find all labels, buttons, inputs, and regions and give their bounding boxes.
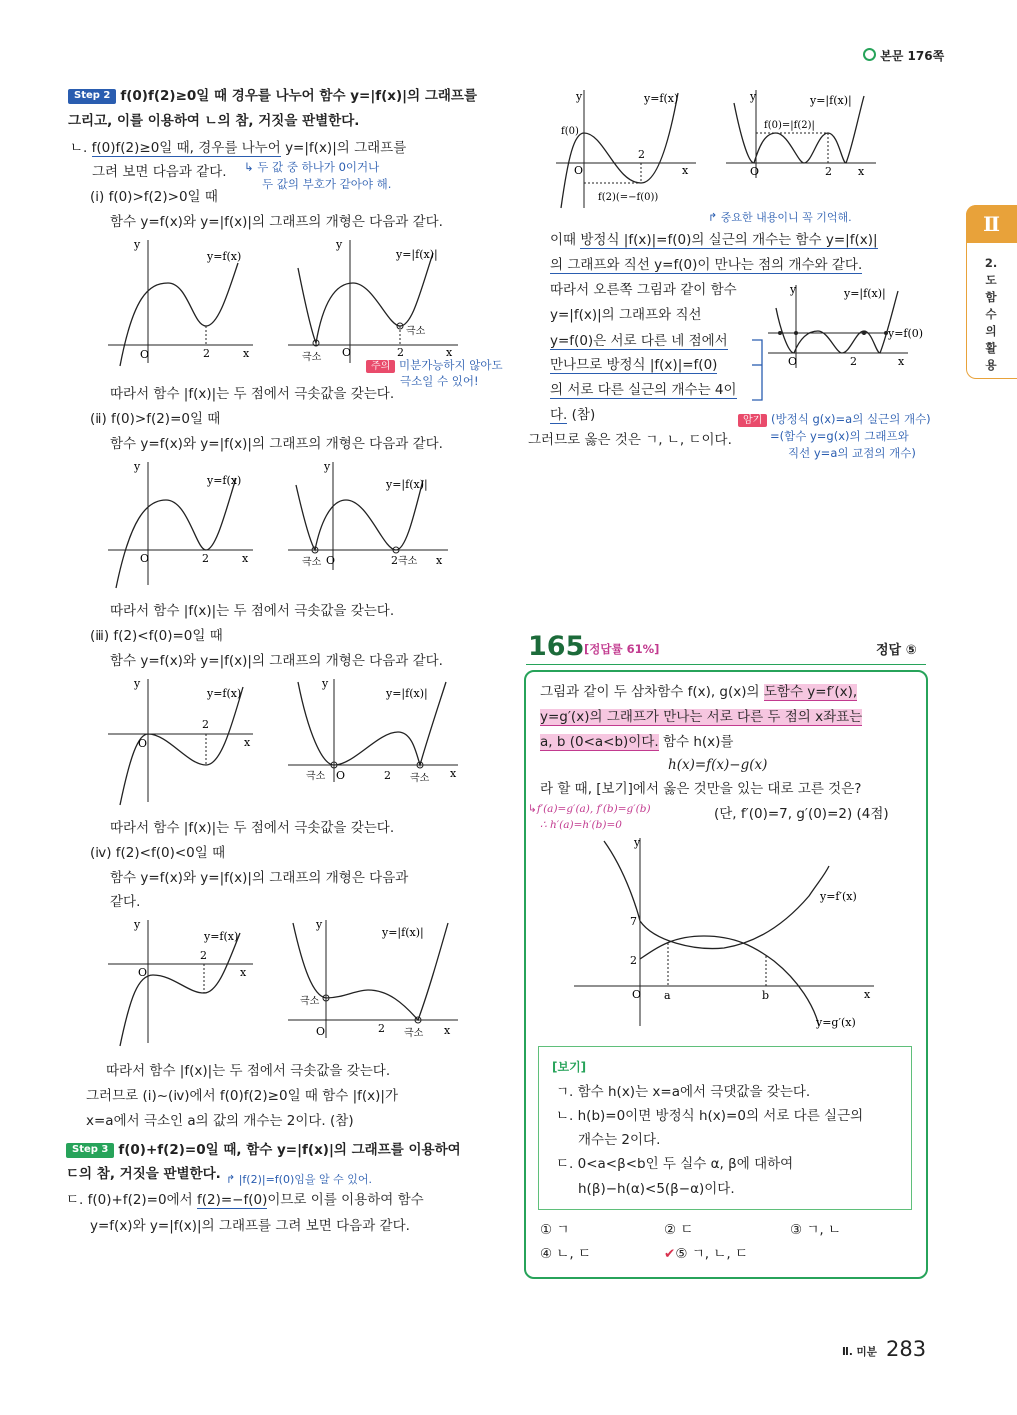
axis-y: y xyxy=(316,918,323,931)
step2-text: f(0)f(2)≥0일 때 경우를 나누어 함수 y=|f(x)|의 그래프를 xyxy=(120,88,478,104)
axis-x: x xyxy=(450,767,457,780)
p8-underlined: 다. xyxy=(550,407,568,423)
origin: O xyxy=(574,164,584,177)
tick-2: 2 xyxy=(378,1022,385,1035)
arrow-icon: ↱ xyxy=(226,1173,239,1186)
p1-underlined: 방정식 |f(x)|=f(0)의 실근의 개수는 함수 y=|f(x)| xyxy=(580,232,878,248)
step3-heading xyxy=(66,1142,461,1159)
q1-text: 그림과 같이 두 삼차함수 f(x), g(x)의 xyxy=(540,684,764,700)
case3-desc: 함수 y=f(x)와 y=|f(x)|의 그래프의 개형은 다음과 같다. xyxy=(110,653,443,669)
tick-2: 2 xyxy=(200,949,207,962)
problem-answer: 정답 ⑤ xyxy=(876,643,917,658)
bogi-title: [보기] xyxy=(552,1060,587,1074)
bracket-connector xyxy=(750,335,770,405)
label-fp: y=f′(x) xyxy=(820,890,857,903)
case2-graph-f xyxy=(108,460,258,590)
right-para-6 xyxy=(550,357,717,374)
d-line-1 xyxy=(66,1192,424,1209)
memo-2: =(함수 y=g(x)의 그래프와 xyxy=(770,429,909,443)
axis-x: x xyxy=(444,1024,451,1037)
choice-3[interactable]: ③ ㄱ, ㄴ xyxy=(790,1222,842,1238)
d-graph-f xyxy=(556,88,716,213)
tick-2: 2 xyxy=(825,165,832,178)
tick-b: b xyxy=(762,989,770,1002)
q2-highlight: y=g′(x)의 그래프가 만나는 서로 다른 두 점의 x좌표는 xyxy=(540,709,863,725)
right-para-5 xyxy=(550,333,728,350)
min-label: 극소 xyxy=(302,557,322,568)
min-label: 극소 xyxy=(306,771,326,782)
label-yabs: y=|f(x)| xyxy=(382,926,424,939)
origin: O xyxy=(140,348,150,361)
right-para-2 xyxy=(550,257,862,274)
case1-graph-abs xyxy=(288,238,463,368)
origin: O xyxy=(140,552,150,565)
step2-heading-2: 그리고, 이를 이용하여 ㄴ의 참, 거짓을 판별한다. xyxy=(68,113,360,129)
hint-2: ∴ h′(a)=h′(b)=0 xyxy=(540,819,622,831)
origin: O xyxy=(342,346,352,359)
problem-q2 xyxy=(540,709,862,726)
summary-1: 그러므로 (ⅰ)~(ⅳ)에서 f(0)f(2)≥0일 때 함수 |f(x)|가 xyxy=(86,1088,399,1104)
tick-2: 2 xyxy=(397,346,404,359)
case4-title: (ⅳ) f(2)<f(0)<0일 때 xyxy=(90,845,226,861)
axis-x: x xyxy=(243,347,250,360)
bogi-item-3b: h(β)−h(α)<5(β−α)이다. xyxy=(578,1181,735,1197)
step3-text: f(0)+f(2)=0일 때, 함수 y=|f(x)|의 그래프를 이용하여 xyxy=(118,1142,461,1158)
n-prefix: ㄴ. xyxy=(70,140,92,156)
right-para-7 xyxy=(550,382,737,399)
origin: O xyxy=(632,988,642,1001)
label-yf: y=f(x) xyxy=(644,92,679,105)
important-note xyxy=(708,211,852,225)
min-label: 극소 xyxy=(302,352,322,363)
label-f0eqf2: f(0)=|f(2)| xyxy=(764,120,815,131)
label-yf: y=f(x) xyxy=(207,250,242,263)
check-icon: ✔ xyxy=(664,1246,676,1262)
label-yf0: y=f(0) xyxy=(888,327,924,340)
hint-1-text: f′(a)=g′(a), f′(b)=g′(b) xyxy=(536,803,651,815)
axis-x: x xyxy=(682,164,689,177)
p7-underlined: 의 서로 다른 실근의 개수는 4이 xyxy=(550,382,737,398)
axis-x: x xyxy=(446,346,453,359)
memo-text-1: (방정식 g(x)=a의 실근의 개수) xyxy=(770,412,931,426)
page-ref-text: 본문 176쪽 xyxy=(880,49,945,63)
tick-a: a xyxy=(664,989,671,1002)
arrow-icon: ↳ xyxy=(528,803,537,815)
arrow-icon: ↳ xyxy=(244,160,258,174)
d-line1-underlined: f(2)=−f(0) xyxy=(196,1192,268,1208)
axis-y: y xyxy=(134,460,141,473)
choice-1[interactable]: ① ㄱ xyxy=(540,1222,570,1238)
label-yf: y=f(x) xyxy=(204,930,239,943)
axis-y: y xyxy=(134,238,141,251)
case4-graph-abs xyxy=(288,918,463,1048)
case2-conclusion: 따라서 함수 |f(x)|는 두 점에서 극솟값을 갖는다. xyxy=(110,603,395,619)
problem-graph xyxy=(574,836,884,1036)
case1-graph-f xyxy=(108,238,258,368)
right-para-8 xyxy=(550,407,595,424)
label-gp: y=g′(x) xyxy=(816,1016,856,1029)
step3-note xyxy=(226,1173,372,1187)
case1-title: (ⅰ) f(0)>f(2)>0일 때 xyxy=(90,189,218,205)
problem-q1 xyxy=(540,684,857,701)
bogi-item-1: ㄱ. 함수 h(x)는 x=a에서 극댓값을 갖는다. xyxy=(556,1084,811,1100)
case2-desc: 함수 y=f(x)와 y=|f(x)|의 그래프의 개형은 다음과 같다. xyxy=(110,436,443,452)
tick-2: 2 xyxy=(391,554,398,567)
right-para-4: y=|f(x)|의 그래프와 직선 xyxy=(550,307,702,323)
tick-2: 2 xyxy=(202,552,209,565)
warn-text-2: 극소일 수 있어! xyxy=(400,374,479,388)
p8-rest: (참) xyxy=(567,407,596,423)
step3-heading-2: ㄷ의 참, 거짓을 판별한다. xyxy=(66,1166,221,1182)
q3-text: 함수 h(x)를 xyxy=(658,734,734,750)
axis-y: y xyxy=(576,90,583,103)
memo-1 xyxy=(738,412,931,428)
step3-tag: Step 3 xyxy=(66,1143,114,1158)
header-divider xyxy=(526,664,926,665)
page-reference xyxy=(863,48,944,64)
tick-2: 2 xyxy=(638,148,645,161)
n-note-1-text: 두 값 중 하나가 0이거나 xyxy=(257,160,380,174)
case3-graph-f xyxy=(108,677,258,807)
d-line1-pre: ㄷ. f(0)+f(2)=0에서 xyxy=(66,1192,197,1208)
tick-7: 7 xyxy=(630,915,637,928)
warn-tag: 주의 xyxy=(366,360,395,373)
axis-y: y xyxy=(322,677,329,690)
n-line-1 xyxy=(70,140,406,157)
p6-underlined: 만나므로 방정식 |f(x)|=f(0) xyxy=(550,357,718,373)
important-note-text: 중요한 내용이니 꼭 기억해. xyxy=(720,211,852,224)
axis-y: y xyxy=(790,283,797,296)
choice-4[interactable]: ④ ㄴ, ㄷ xyxy=(540,1246,592,1262)
problem-q6: (단, f′(0)=7, g′(0)=2) (4점) xyxy=(714,806,889,822)
bogi-item-2: ㄴ. h(b)=0이면 방정식 h(x)=0의 서로 다른 실근의 xyxy=(556,1108,864,1124)
tick-2: 2 xyxy=(203,347,210,360)
origin: O xyxy=(138,966,148,979)
problem-rate: [정답률 61%] xyxy=(584,642,660,656)
min-label: 극소 xyxy=(300,996,320,1007)
case2-title: (ⅱ) f(0)>f(2)=0일 때 xyxy=(90,411,221,427)
problem-q5: 라 할 때, [보기]에서 옳은 것만을 있는 대로 고른 것은? xyxy=(540,781,862,797)
tick-2: 2 xyxy=(202,718,209,731)
case3-graph-abs xyxy=(288,677,463,807)
p1-prefix: 이때 xyxy=(550,232,581,248)
step2-heading xyxy=(68,88,477,105)
chapter-roman: Ⅱ xyxy=(966,205,1017,243)
right-para-1 xyxy=(550,232,878,249)
bogi-item-3: ㄷ. 0<a<β<b인 두 실수 α, β에 대하여 xyxy=(556,1156,794,1172)
page-number: 283 xyxy=(886,1337,927,1361)
tick-2: 2 xyxy=(850,355,857,368)
choice-5[interactable] xyxy=(664,1246,748,1263)
d-graph-abs xyxy=(726,88,886,188)
choice-2[interactable]: ② ㄷ xyxy=(664,1222,694,1238)
q3-highlight: a, b (0<a<b)이다. xyxy=(540,734,659,750)
d-line-2: y=f(x)와 y=|f(x)|의 그래프를 그려 보면 다음과 같다. xyxy=(90,1218,410,1234)
d-line1-rest: 이므로 이를 이용하여 함수 xyxy=(267,1192,424,1208)
n-note-1 xyxy=(244,160,379,174)
origin: O xyxy=(138,737,148,750)
origin: O xyxy=(336,769,346,782)
axis-y: y xyxy=(324,460,331,473)
case3-conclusion: 따라서 함수 |f(x)|는 두 점에서 극솟값을 갖는다. xyxy=(110,820,395,836)
case4-desc-2: 같다. xyxy=(110,894,141,910)
circle-icon xyxy=(863,48,876,61)
label-yf: y=f(x) xyxy=(207,687,242,700)
right-conclusion: 그러므로 옳은 것은 ㄱ, ㄴ, ㄷ이다. xyxy=(528,432,732,448)
n-line1-rest: y=|f(x)|의 그래프를 xyxy=(280,140,407,156)
case3-title: (ⅲ) f(2)<f(0)=0일 때 xyxy=(90,628,223,644)
label-yabs: y=|f(x)| xyxy=(396,248,438,261)
axis-x: x xyxy=(898,355,905,368)
footer-section: Ⅱ. 미분 xyxy=(842,1346,877,1358)
case1-desc: 함수 y=f(x)와 y=|f(x)|의 그래프의 개형은 다음과 같다. xyxy=(110,214,443,230)
axis-x: x xyxy=(436,554,443,567)
label-yabs: y=|f(x)| xyxy=(386,478,428,491)
origin: O xyxy=(326,554,336,567)
choice-5-text: ⑤ ㄱ, ㄴ, ㄷ xyxy=(675,1246,748,1262)
case4-graph-f xyxy=(108,918,258,1048)
origin: O xyxy=(316,1025,326,1038)
d-graph-line xyxy=(768,283,938,373)
axis-y: y xyxy=(134,677,141,690)
origin: O xyxy=(788,355,798,368)
summary-2: x=a에서 극소인 a의 값의 개수는 2이다. (참) xyxy=(86,1113,354,1129)
n-line-2: 그려 보면 다음과 같다. xyxy=(92,164,227,180)
q1-highlight: 도함수 y=f′(x), xyxy=(763,684,858,700)
step2-tag: Step 2 xyxy=(68,89,116,104)
memo-3: 직선 y=a의 교점의 개수) xyxy=(788,446,916,460)
case1-conclusion: 따라서 함수 |f(x)|는 두 점에서 극솟값을 갖는다. xyxy=(110,386,395,402)
min-label: 극소 xyxy=(404,1028,424,1039)
axis-x: x xyxy=(244,736,251,749)
tick-2: 2 xyxy=(630,954,637,967)
axis-x: x xyxy=(242,552,249,565)
arrow-icon: ↱ xyxy=(708,211,721,224)
p5-underlined: y=f(0)은 서로 다른 네 점에서 xyxy=(550,333,728,349)
min-label: 극소 xyxy=(398,556,418,567)
min-label: 극소 xyxy=(406,326,426,337)
case2-graph-abs xyxy=(288,460,458,590)
n-line1-underlined: f(0)f(2)≥0일 때, 경우를 나누어 xyxy=(91,140,281,156)
problem-q3 xyxy=(540,734,733,751)
origin: O xyxy=(750,165,760,178)
memo-tag: 암기 xyxy=(738,414,767,427)
problem-number: 165 xyxy=(528,631,585,662)
axis-x: x xyxy=(858,165,865,178)
problem-q4: h(x)=f(x)−g(x) xyxy=(668,757,768,773)
axis-y: y xyxy=(134,918,141,931)
min-label: 극소 xyxy=(410,773,430,784)
label-yf: y=f(x) xyxy=(207,474,242,487)
axis-x: x xyxy=(240,966,247,979)
case4-desc-1: 함수 y=f(x)와 y=|f(x)|의 그래프의 개형은 다음과 xyxy=(110,870,409,886)
right-para-3: 따라서 오른쪽 그림과 같이 함수 xyxy=(550,282,737,298)
bogi-item-2b: 개수는 2이다. xyxy=(578,1132,661,1148)
label-f0: f(0) xyxy=(561,126,579,137)
label-yabs: y=|f(x)| xyxy=(844,287,886,300)
axis-y: y xyxy=(750,90,757,103)
hint-1 xyxy=(528,803,651,816)
n-note-2: 두 값의 부호가 같아야 해. xyxy=(262,177,392,191)
axis-y: y xyxy=(336,238,343,251)
warn-box xyxy=(366,358,503,374)
label-f2: f(2)(=−f(0)) xyxy=(598,192,659,203)
axis-y: y xyxy=(634,836,641,849)
warn-text-1: 미분가능하지 않아도 xyxy=(398,358,503,372)
p2-underlined: 의 그래프와 직선 y=f(0)이 만나는 점의 개수와 같다. xyxy=(550,257,863,273)
axis-x: x xyxy=(864,988,871,1001)
label-yabs: y=|f(x)| xyxy=(386,687,428,700)
tick-2: 2 xyxy=(384,769,391,782)
chapter-title: 2.도함수의활용 xyxy=(984,256,998,372)
step3-note-text: |f(2)|=f(0)임을 알 수 있어. xyxy=(238,1173,372,1186)
label-yabs: y=|f(x)| xyxy=(810,94,852,107)
case4-conclusion: 따라서 함수 |f(x)|는 두 점에서 극솟값을 갖는다. xyxy=(106,1063,391,1079)
